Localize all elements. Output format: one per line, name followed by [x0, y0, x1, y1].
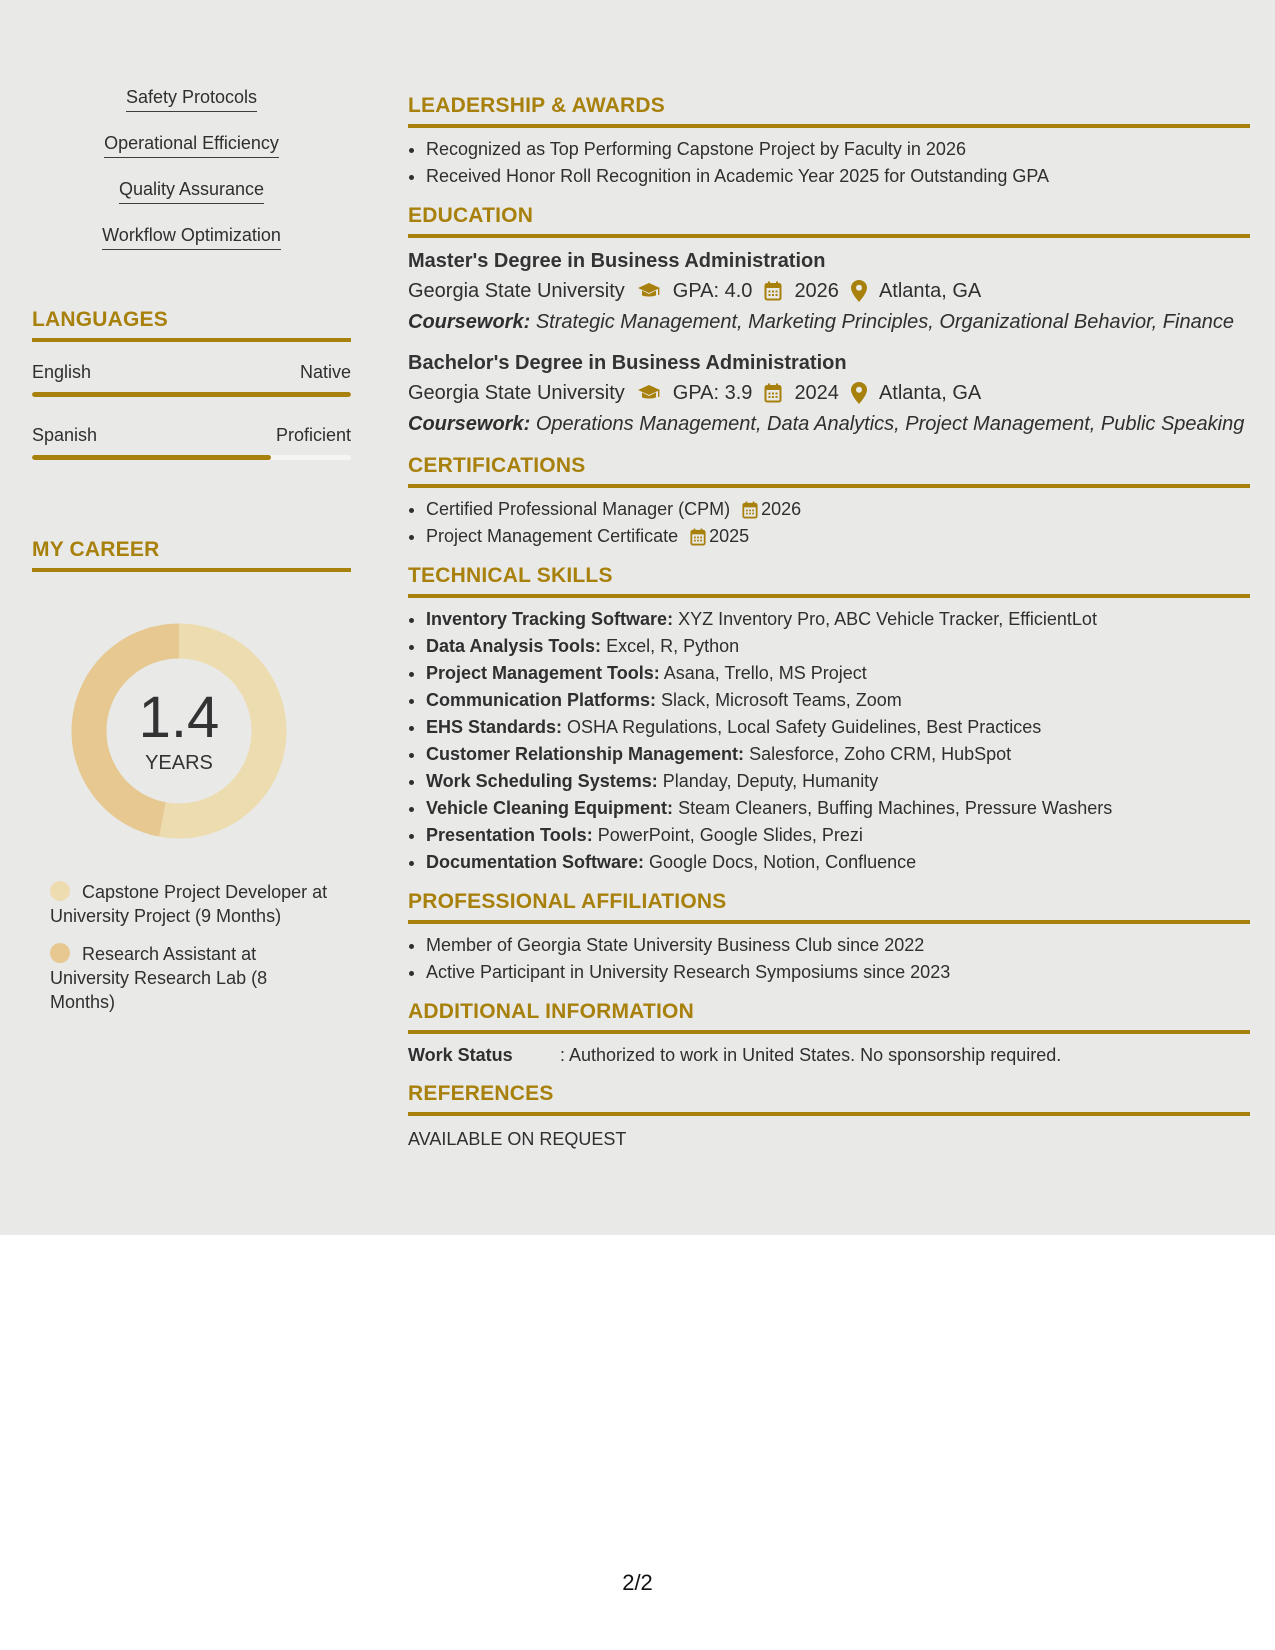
- cert-year: 2025: [709, 526, 750, 546]
- calendar-icon: [764, 383, 782, 403]
- coursework: [408, 306, 1250, 338]
- skill-values: Slack, Microsoft Teams, Zoom: [661, 690, 902, 710]
- skill-category: Project Management Tools:: [426, 663, 660, 683]
- list-item: [426, 768, 1250, 795]
- education-entry: [408, 246, 1250, 338]
- left-column: [32, 86, 351, 1028]
- skill-tag: Workflow Optimization: [102, 224, 281, 250]
- skill-category: Presentation Tools:: [426, 825, 593, 845]
- skill-values: Google Docs, Notion, Confluence: [649, 852, 917, 872]
- affiliations-list: [408, 932, 1250, 986]
- language-level: Native: [299, 362, 351, 382]
- list-item: [426, 660, 1250, 687]
- education-heading: EDUCATION: [408, 204, 1250, 238]
- skill-category: Customer Relationship Management:: [426, 744, 745, 764]
- cert-year: 2026: [761, 499, 802, 519]
- language-bar-fill: [32, 455, 271, 460]
- career-legend-item: [50, 942, 330, 1014]
- skill-category: Vehicle Cleaning Equipment:: [426, 798, 674, 818]
- graduation-cap-icon: [637, 384, 661, 402]
- skill-values: Planday, Deputy, Humanity: [662, 771, 879, 791]
- skill-category: Communication Platforms:: [426, 690, 657, 710]
- skill-values: OSHA Regulations, Local Safety Guidelines, Best Practices: [567, 717, 1042, 737]
- calendar-icon: [690, 528, 706, 546]
- school-name: Georgia State University: [408, 280, 625, 302]
- career-legend: [50, 880, 330, 1014]
- page-number: 2/2: [622, 1570, 653, 1595]
- affiliations-heading: PROFESSIONAL AFFILIATIONS: [408, 890, 1250, 924]
- education-entry: [408, 348, 1250, 440]
- skill-tag: Operational Efficiency: [104, 132, 279, 158]
- language-bar: [32, 455, 351, 460]
- career-donut-chart: [66, 618, 292, 844]
- certifications-heading: CERTIFICATIONS: [408, 454, 1250, 488]
- skill-tag: Quality Assurance: [119, 178, 264, 204]
- coursework-label: Coursework:: [408, 413, 531, 435]
- work-status-row: [408, 1042, 1250, 1068]
- list-item: [426, 687, 1250, 714]
- certifications-list: [408, 496, 1250, 550]
- skill-tag: Safety Protocols: [126, 86, 257, 112]
- leadership-heading: LEADERSHIP & AWARDS: [408, 94, 1250, 128]
- references-text: AVAILABLE ON REQUEST: [408, 1129, 627, 1149]
- technical-skills-heading: TECHNICAL SKILLS: [408, 564, 1250, 598]
- work-status-value: : Authorized to work in United States. No sponsorship required.: [560, 1045, 1062, 1065]
- skill-values: PowerPoint, Google Slides, Prezi: [597, 825, 863, 845]
- degree-meta: [408, 378, 1250, 408]
- list-item: [426, 714, 1250, 741]
- career-legend-item: [50, 880, 330, 928]
- gpa: GPA: 4.0: [672, 280, 753, 302]
- skill-tags: [32, 86, 351, 270]
- graduation-cap-icon: [637, 282, 661, 300]
- list-item: [426, 795, 1250, 822]
- skill-category: EHS Standards:: [426, 717, 563, 737]
- leadership-list: [408, 136, 1250, 190]
- map-pin-icon: [851, 280, 867, 302]
- additional-info-heading: ADDITIONAL INFORMATION: [408, 1000, 1250, 1034]
- skill-values: XYZ Inventory Pro, ABC Vehicle Tracker, EfficientLot: [678, 609, 1097, 629]
- language-bar-fill: [32, 392, 351, 397]
- skill-category: Data Analysis Tools:: [426, 636, 602, 656]
- career-total: 1.4: [138, 685, 220, 750]
- list-item: [426, 496, 1250, 523]
- skill-values: Salesforce, Zoho CRM, HubSpot: [749, 744, 1012, 764]
- list-item: [426, 849, 1250, 876]
- skill-values: Excel, R, Python: [606, 636, 740, 656]
- right-column: [408, 94, 1250, 1152]
- school-name: Georgia State University: [408, 382, 625, 404]
- skill-category: Work Scheduling Systems:: [426, 771, 658, 791]
- cert-name: • Certified Professional Manager (CPM): [426, 499, 731, 519]
- skill-values: Asana, Trello, MS Project: [663, 663, 867, 683]
- career-heading: MY CAREER: [32, 538, 351, 572]
- coursework: [408, 408, 1250, 440]
- degree-year: 2024: [794, 382, 839, 404]
- language-name: English: [32, 362, 92, 382]
- list-item: • Received Honor Roll Recognition in Academic Year 2025 for Outstanding GPA: [426, 163, 1250, 190]
- coursework-label: Coursework:: [408, 311, 531, 333]
- legend-dot: [50, 943, 70, 963]
- list-item: • Active Participant in University Research Symposiums since 2023: [426, 959, 1250, 986]
- skill-category: Inventory Tracking Software:: [426, 609, 674, 629]
- degree-location: Atlanta, GA: [878, 382, 982, 404]
- list-item: [426, 633, 1250, 660]
- map-pin-icon: [851, 382, 867, 404]
- coursework-list: Strategic Management, Marketing Principles, Organizational Behavior, Finance: [535, 311, 1234, 333]
- list-item: • Recognized as Top Performing Capstone Project by Faculty in 2026: [426, 136, 1250, 163]
- gpa: GPA: 3.9: [672, 382, 753, 404]
- languages-heading: LANGUAGES: [32, 308, 351, 342]
- career-label: Research Assistant at University Research Lab (8 Months): [50, 944, 268, 1012]
- language-item: [32, 362, 351, 397]
- list-item: [426, 606, 1250, 633]
- list-item: • Member of Georgia State University Business Club since 2022: [426, 932, 1250, 959]
- language-item: [32, 425, 351, 460]
- list-item: [426, 822, 1250, 849]
- list-item: [426, 523, 1250, 550]
- degree-meta: [408, 276, 1250, 306]
- career-unit: YEARS: [145, 752, 213, 774]
- language-level: Proficient: [275, 425, 351, 445]
- degree-year: 2026: [794, 280, 839, 302]
- cert-name: • Project Management Certificate: [426, 526, 679, 546]
- degree-title: Master's Degree in Business Administration: [408, 250, 826, 272]
- degree-location: Atlanta, GA: [878, 280, 982, 302]
- calendar-icon: [764, 281, 782, 301]
- list-item: [426, 741, 1250, 768]
- career-label: Capstone Project Developer at University Project (9 Months): [50, 882, 328, 926]
- language-name: Spanish: [32, 425, 98, 445]
- legend-dot: [50, 881, 70, 901]
- skill-values: Steam Cleaners, Buffing Machines, Pressure Washers: [678, 798, 1113, 818]
- degree-title: Bachelor's Degree in Business Administration: [408, 352, 847, 374]
- references-heading: REFERENCES: [408, 1082, 1250, 1116]
- language-bar: [32, 392, 351, 397]
- technical-skills-list: [408, 606, 1250, 876]
- calendar-icon: [742, 501, 758, 519]
- work-status-label: Work Status: [408, 1045, 513, 1065]
- skill-category: Documentation Software:: [426, 852, 645, 872]
- coursework-list: Operations Management, Data Analytics, Project Management, Public Speaking: [535, 413, 1245, 435]
